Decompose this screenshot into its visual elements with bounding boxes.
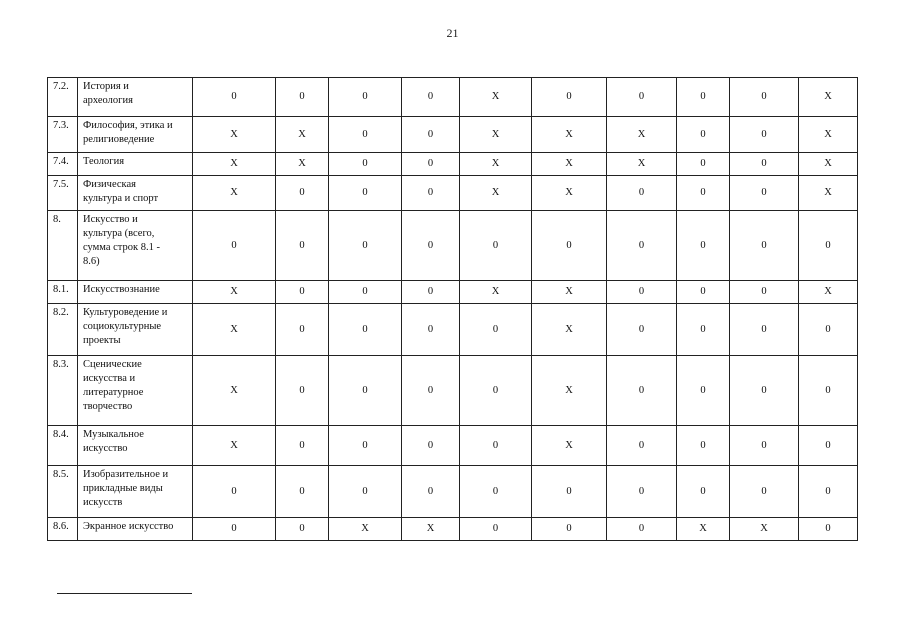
value-cell: X (460, 117, 532, 153)
value-cell: 0 (677, 304, 730, 356)
value-cell: X (402, 518, 460, 541)
row-name-line: искусства и (83, 373, 136, 384)
value-cell: 0 (193, 78, 276, 117)
row-name-line: религиоведение (83, 134, 155, 145)
table-row (48, 211, 858, 281)
value-cell: 0 (532, 518, 607, 541)
table-row (48, 356, 858, 426)
value-cell: X (193, 117, 276, 153)
value-cell: 0 (329, 153, 402, 176)
value-cell: 0 (460, 466, 532, 518)
value-cell: X (532, 281, 607, 304)
value-cell: 0 (677, 211, 730, 281)
row-name (78, 304, 193, 356)
value-cell: 0 (730, 466, 799, 518)
row-name-line: культура и спорт (83, 193, 159, 204)
value-cell: 0 (532, 211, 607, 281)
row-name-line: проекты (83, 335, 121, 346)
value-cell: X (193, 153, 276, 176)
value-cell: 0 (276, 304, 329, 356)
value-cell: 0 (607, 518, 677, 541)
value-cell: 0 (276, 281, 329, 304)
value-cell: 0 (276, 211, 329, 281)
data-table (47, 77, 858, 541)
value-cell: X (532, 426, 607, 466)
value-cell: 0 (276, 466, 329, 518)
value-cell: 0 (677, 78, 730, 117)
table-row (48, 117, 858, 153)
value-cell: X (799, 78, 858, 117)
value-cell: X (532, 356, 607, 426)
value-cell: X (799, 153, 858, 176)
value-cell: X (607, 117, 677, 153)
row-name (78, 153, 193, 176)
value-cell: 0 (460, 356, 532, 426)
value-cell: 0 (193, 466, 276, 518)
value-cell: 0 (402, 304, 460, 356)
value-cell: 0 (799, 211, 858, 281)
value-cell: X (193, 281, 276, 304)
value-cell: 0 (402, 176, 460, 211)
row-name-line: социокультурные (83, 321, 162, 332)
value-cell: 0 (329, 426, 402, 466)
value-cell: 0 (607, 176, 677, 211)
value-cell: 0 (677, 281, 730, 304)
value-cell: 0 (677, 176, 730, 211)
value-cell: 0 (532, 466, 607, 518)
row-name-line: искусств (83, 497, 123, 508)
value-cell: 0 (460, 426, 532, 466)
value-cell: 0 (276, 78, 329, 117)
row-name-line: Физическая (83, 179, 136, 190)
row-name-line: 8.6) (83, 256, 100, 267)
value-cell: X (799, 117, 858, 153)
value-cell: X (532, 117, 607, 153)
value-cell: 0 (329, 304, 402, 356)
value-cell: 0 (193, 518, 276, 541)
value-cell: 0 (677, 153, 730, 176)
value-cell: 0 (677, 356, 730, 426)
value-cell: 0 (329, 356, 402, 426)
value-cell: 0 (402, 426, 460, 466)
value-cell: 0 (607, 304, 677, 356)
value-cell: X (532, 176, 607, 211)
value-cell: 0 (799, 304, 858, 356)
row-name (78, 211, 193, 281)
value-cell: 0 (607, 426, 677, 466)
value-cell: 0 (607, 356, 677, 426)
value-cell: 0 (193, 211, 276, 281)
value-cell: 0 (329, 117, 402, 153)
row-name (78, 356, 193, 426)
row-name-line: прикладные виды (83, 483, 163, 494)
value-cell: 0 (402, 211, 460, 281)
table-row (48, 518, 858, 541)
row-number: 7.4. (48, 153, 78, 176)
value-cell: X (730, 518, 799, 541)
value-cell: 0 (730, 211, 799, 281)
value-cell: 0 (607, 281, 677, 304)
row-name (78, 466, 193, 518)
footnote-separator (57, 593, 192, 594)
row-name-line: археология (83, 95, 133, 106)
row-name-line: Изобразительное и (83, 469, 169, 480)
row-name (78, 78, 193, 117)
value-cell: 0 (799, 426, 858, 466)
row-name-line: искусство (83, 443, 128, 454)
row-number: 8. (48, 211, 78, 281)
row-number: 8.2. (48, 304, 78, 356)
value-cell: 0 (460, 304, 532, 356)
page-number: 21 (446, 26, 459, 40)
row-name-line: литературное (83, 387, 144, 398)
value-cell: 0 (402, 466, 460, 518)
row-name-line: Искусствознание (83, 284, 160, 295)
row-number: 7.5. (48, 176, 78, 211)
value-cell: X (799, 176, 858, 211)
value-cell: 0 (460, 211, 532, 281)
value-cell: X (460, 153, 532, 176)
value-cell: 0 (402, 78, 460, 117)
value-cell: 0 (402, 356, 460, 426)
row-name-line: Культуроведение и (83, 307, 168, 318)
value-cell: 0 (730, 78, 799, 117)
value-cell: 0 (730, 176, 799, 211)
row-name (78, 176, 193, 211)
value-cell: 0 (460, 518, 532, 541)
row-name-line: Искусство и (83, 214, 138, 225)
row-name (78, 281, 193, 304)
value-cell: X (460, 78, 532, 117)
value-cell: X (677, 518, 730, 541)
row-name (78, 518, 193, 541)
value-cell: 0 (276, 426, 329, 466)
value-cell: 0 (677, 426, 730, 466)
row-name-line: Философия, этика и (83, 120, 173, 131)
value-cell: 0 (730, 356, 799, 426)
value-cell: 0 (329, 211, 402, 281)
row-number: 7.3. (48, 117, 78, 153)
row-name-line: культура (всего, (83, 228, 155, 239)
value-cell: 0 (677, 117, 730, 153)
value-cell: X (460, 176, 532, 211)
value-cell: 0 (730, 153, 799, 176)
value-cell: 0 (329, 78, 402, 117)
value-cell: 0 (329, 176, 402, 211)
table-row (48, 153, 858, 176)
row-number: 8.4. (48, 426, 78, 466)
value-cell: 0 (276, 518, 329, 541)
value-cell: 0 (402, 153, 460, 176)
row-name-line: сумма строк 8.1 - (83, 242, 160, 253)
value-cell: X (276, 117, 329, 153)
value-cell: 0 (329, 281, 402, 304)
value-cell: X (799, 281, 858, 304)
row-number: 8.5. (48, 466, 78, 518)
table-row (48, 176, 858, 211)
table-row (48, 78, 858, 117)
value-cell: 0 (730, 426, 799, 466)
row-name-line: Музыкальное (83, 429, 144, 440)
value-cell: 0 (276, 356, 329, 426)
table-row (48, 466, 858, 518)
value-cell: 0 (677, 466, 730, 518)
value-cell: 0 (329, 466, 402, 518)
value-cell: 0 (799, 356, 858, 426)
row-number: 8.3. (48, 356, 78, 426)
row-name-line: Экранное искусство (83, 521, 174, 532)
value-cell: 0 (402, 281, 460, 304)
row-number: 8.1. (48, 281, 78, 304)
value-cell: 0 (276, 176, 329, 211)
value-cell: 0 (730, 304, 799, 356)
value-cell: X (276, 153, 329, 176)
row-number: 7.2. (48, 78, 78, 117)
value-cell: 0 (607, 211, 677, 281)
table-row (48, 281, 858, 304)
value-cell: X (193, 426, 276, 466)
value-cell: X (532, 153, 607, 176)
value-cell: X (532, 304, 607, 356)
row-number: 8.6. (48, 518, 78, 541)
row-name (78, 117, 193, 153)
row-name (78, 426, 193, 466)
table-body (48, 78, 858, 541)
value-cell: 0 (402, 117, 460, 153)
value-cell: X (193, 176, 276, 211)
value-cell: X (607, 153, 677, 176)
row-name-line: Теология (83, 156, 125, 167)
row-name-line: творчество (83, 401, 133, 412)
value-cell: 0 (730, 117, 799, 153)
value-cell: X (460, 281, 532, 304)
value-cell: 0 (799, 466, 858, 518)
value-cell: 0 (532, 78, 607, 117)
value-cell: 0 (799, 518, 858, 541)
row-name-line: История и (83, 81, 129, 92)
row-name-line: Сценические (83, 359, 142, 370)
value-cell: 0 (730, 281, 799, 304)
value-cell: X (329, 518, 402, 541)
table-row (48, 426, 858, 466)
value-cell: 0 (607, 78, 677, 117)
table-row (48, 304, 858, 356)
value-cell: 0 (607, 466, 677, 518)
value-cell: X (193, 356, 276, 426)
value-cell: X (193, 304, 276, 356)
